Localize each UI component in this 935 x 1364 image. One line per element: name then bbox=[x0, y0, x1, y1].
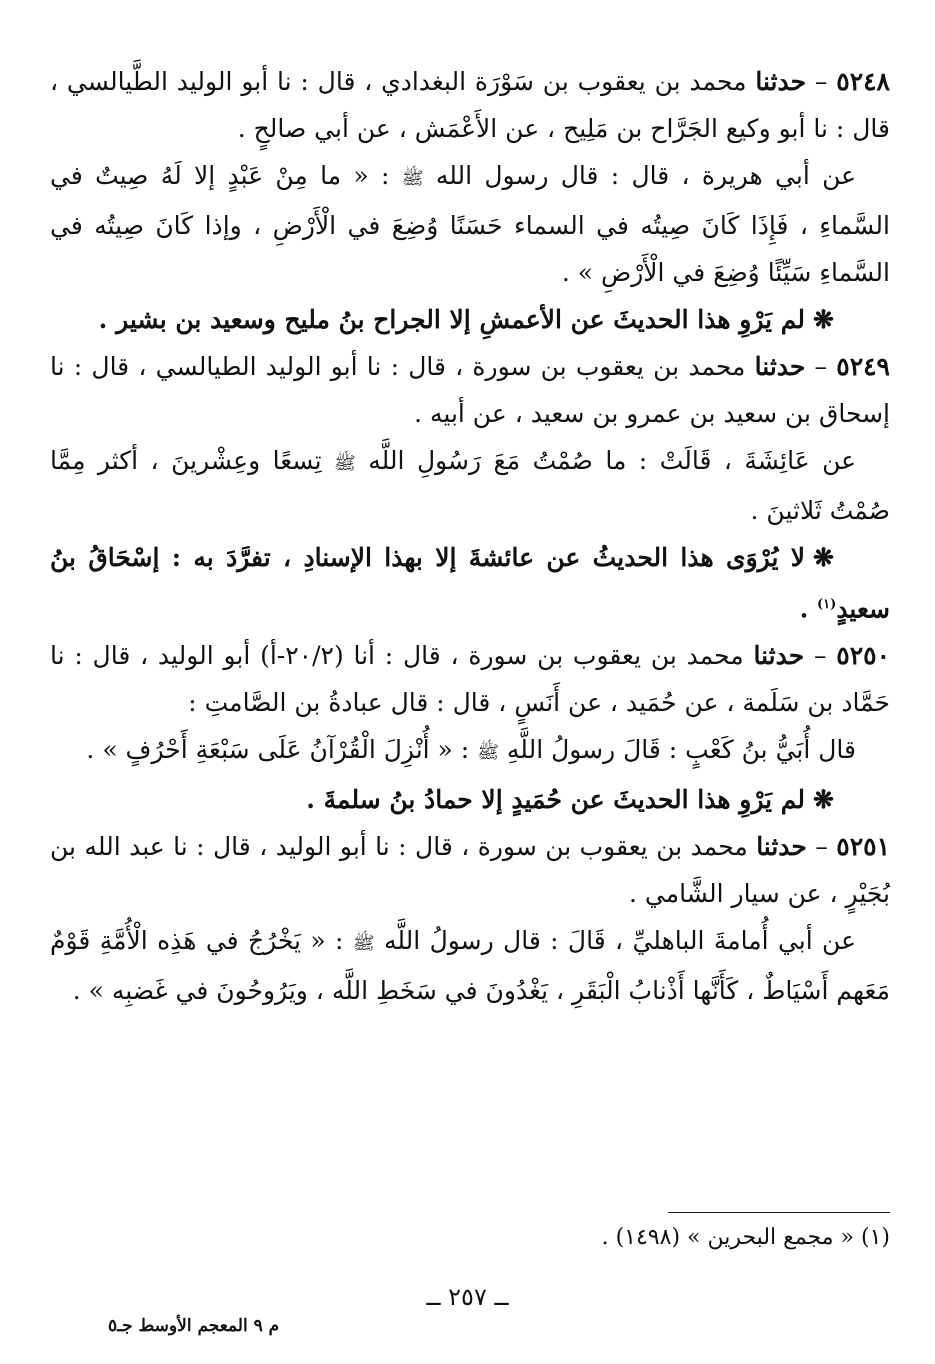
hadith-number: ٥٢٥٠ bbox=[836, 641, 890, 671]
haddatha-word: حدثنا bbox=[755, 67, 807, 96]
hadith-number: ٥٢٤٩ bbox=[836, 352, 890, 381]
hadith-5251-matn bbox=[50, 917, 890, 1014]
hadith-5249-note bbox=[50, 534, 890, 632]
matn-intro: عن أبي هريرة ، قال : قال رسول الله bbox=[435, 161, 857, 190]
salawat-symbol: ﷺ bbox=[352, 933, 375, 955]
dash: – bbox=[804, 641, 837, 671]
hadith-5250-note bbox=[50, 776, 890, 823]
salawat-symbol: ﷺ bbox=[334, 453, 356, 474]
hadith-5248-matn bbox=[50, 152, 890, 296]
isnad-text: محمد بن يعقوب بن سورة ، قال : نا أبو الوليد ، قال : نا عبد الله بن بُجَيْرٍ ، عن سيار الشَّامي . bbox=[50, 832, 890, 909]
asterism-icon: ❋ bbox=[813, 543, 834, 572]
asterism-icon: ❋ bbox=[813, 785, 834, 815]
dash: – bbox=[806, 832, 837, 862]
salawat-symbol: ﷺ bbox=[401, 168, 424, 189]
page-number: ــ ٢٥٧ ــ bbox=[426, 1283, 509, 1311]
isnad-text: محمد بن يعقوب بن سورة ، قال : أنا (٢٠/٢-أ) أبو الوليد ، قال : نا حَمَّاد بن سَلَمة ، عن حُمَيد ، عن أَنَسٍ ، قال : قال عبادةُ بن الصَّامتِ : bbox=[50, 641, 890, 718]
hadith-5248-note bbox=[50, 296, 890, 343]
matn-intro: قال أُبَيُّ بنُ كَعْبٍ : قَالَ رسولُ اللَّهِ bbox=[506, 735, 856, 765]
hadith-number: ٥٢٥١ bbox=[836, 832, 890, 862]
hadith-5248-chain bbox=[50, 58, 890, 152]
note-text: لا يُرْوَى هذا الحديثُ عن عائشةَ إلا بهذا الإسنادِ ، تفرَّدَ به : إسْحَاقُ بنُ سعيدٍ bbox=[50, 543, 890, 624]
printer-signature: م ٩ المعجم الأوسط جـ٥ bbox=[108, 1316, 280, 1336]
haddatha-word: حدثنا bbox=[754, 352, 806, 381]
isnad-text: محمد بن يعقوب بن سورة ، قال : نا أبو الوليد الطيالسي ، قال : نا إسحاق بن سعيد بن عمرو بن سعيد ، عن أبيه . bbox=[50, 352, 890, 428]
matn-intro: عن عَائِشَةَ ، قَالَتْ : ما صُمْتُ مَعَ رَسُولِ اللَّه bbox=[368, 446, 857, 475]
hadith-5251-chain bbox=[50, 823, 890, 917]
hadith-5250-chain bbox=[50, 632, 890, 726]
hadith-number: ٥٢٤٨ bbox=[836, 67, 890, 96]
matn-text: تِسعًا وعِشْرينَ ، أكثر مِمَّا صُمْتُ ثَلاثينَ . bbox=[50, 446, 890, 525]
note-text: لم يَرْوِ هذا الحديثَ عن حُمَيدٍ إلا حمادُ بنُ سلمةَ . bbox=[306, 785, 806, 815]
footnote-divider bbox=[668, 1212, 890, 1213]
hadith-5249-chain bbox=[50, 343, 890, 437]
asterism-icon: ❋ bbox=[813, 305, 834, 334]
matn-text: : « أُنْزِلَ الْقُرْآنُ عَلَى سَبْعَةِ أَحْرُفٍ » . bbox=[86, 735, 470, 765]
note-text: لم يَرْوِ هذا الحديثَ عن الأعمشِ إلا الجراح بنُ مليح وسعيد بن بشير . bbox=[98, 305, 806, 334]
hadith-5250-matn bbox=[50, 726, 890, 776]
dash: – bbox=[806, 67, 837, 96]
isnad-text: محمد بن يعقوب بن سَوْرَة البغدادي ، قال : نا أبو الوليد الطَّيالسي ، قال : نا أبو وكيع الجَرَّاح بن مَلِيح ، عن الأَعْمَش ، عن أبي صالحٍ . bbox=[50, 67, 890, 143]
matn-intro: عن أبي أُمامةَ الباهليِّ ، قَالَ : قال رسولُ اللَّه bbox=[383, 926, 857, 956]
matn-text: : « يَخْرُجُ في هَذِه الْأُمَّةِ قَوْمٌ مَعَهم أَسْيَاطٌ ، كَأَنَّها أَذْنابُ الْبَقَرِ ، يَغْدُونَ في سَخَطِ اللَّه ، ويَرُوحُونَ في غَضبِه » . bbox=[50, 926, 890, 1006]
page-body bbox=[50, 58, 890, 1014]
footnote-ref: (١) bbox=[817, 597, 837, 612]
hadith-5249-matn bbox=[50, 437, 890, 534]
footnote: (١) « مجمع البحرين » (١٤٩٨) . bbox=[601, 1225, 890, 1250]
salawat-symbol: ﷺ bbox=[477, 742, 499, 764]
haddatha-word: حدثنا bbox=[756, 832, 807, 862]
haddatha-word: حدثنا bbox=[753, 641, 805, 671]
dash: – bbox=[805, 352, 837, 381]
note-end: . bbox=[799, 594, 809, 624]
matn-text: : « ما مِنْ عَبْدٍ إلا لَهُ صِيتٌ في السَّماءِ ، فَإِذَا كَانَ صِيتُه في السماء حَسَنًا وُضِعَ في الْأَرْضِ ، وإذا كَانَ صِيتُه في السَّماءِ سَيِّئًا وُضِعَ في الْأَرْضِ » . bbox=[50, 161, 890, 287]
